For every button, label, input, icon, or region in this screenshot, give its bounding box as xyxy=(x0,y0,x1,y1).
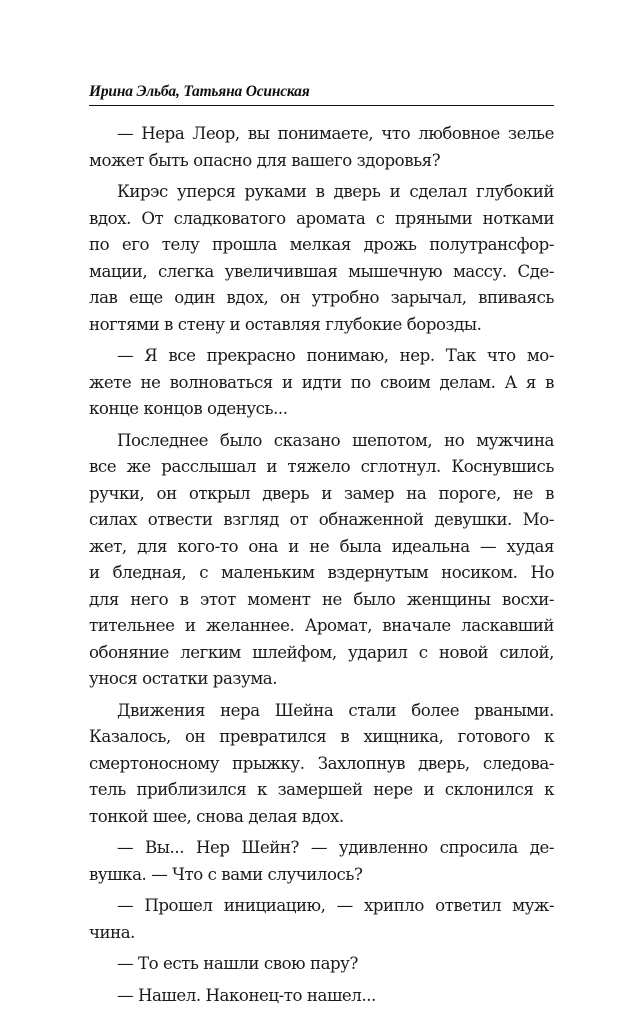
text-line: — То есть нашли свою пару? xyxy=(89,951,554,978)
text-line: Последнее было сказано шепотом, но мужчина xyxy=(89,428,554,455)
text-line: — Нашел. Наконец-то нашел... xyxy=(89,983,554,1009)
text-line: по его телу прошла мелкая дрожь полутрансфор- xyxy=(89,232,554,259)
text-line: лав еще один вдох, он утробно зарычал, впиваясь xyxy=(89,285,554,312)
running-head xyxy=(89,83,554,106)
body-text xyxy=(89,121,554,1009)
text-line: для него в этот момент не было женщины восхи- xyxy=(89,587,554,614)
text-line: ручки, он открыл дверь и замер на пороге, не в xyxy=(89,481,554,508)
text-line: Движения нера Шейна стали более рваными. xyxy=(89,698,554,725)
text-line: вушка. — Что с вами случилось? xyxy=(89,862,554,889)
text-line: обоняние легким шлейфом, ударил с новой силой, xyxy=(89,640,554,667)
text-line: унося остатки разума. xyxy=(89,666,554,693)
running-head-text: Ирина Эльба, Татьяна Осинская xyxy=(89,83,310,100)
text-line: конце концов оденусь... xyxy=(89,396,554,423)
text-line: — Вы... Нер Шейн? — удивленно спросила де- xyxy=(89,835,554,862)
text-line: тель приблизился к замершей нере и склонился к xyxy=(89,777,554,804)
text-line: ногтями в стену и оставляя глубокие борозды. xyxy=(89,312,554,339)
text-line: чина. xyxy=(89,920,554,947)
text-line: — Я все прекрасно понимаю, нер. Так что мо- xyxy=(89,343,554,370)
text-line: все же расслышал и тяжело сглотнул. Коснувшись xyxy=(89,454,554,481)
text-line: — Прошел инициацию, — хрипло ответил муж- xyxy=(89,893,554,920)
text-line: жет, для кого-то она и не была идеальна — худая xyxy=(89,534,554,561)
text-line: Кирэс уперся руками в дверь и сделал глубокий xyxy=(89,179,554,206)
text-line: вдох. От сладковатого аромата с пряными нотками xyxy=(89,206,554,233)
text-line: и бледная, с маленьким вздернутым носиком. Но xyxy=(89,560,554,587)
text-line: может быть опасно для вашего здоровья? xyxy=(89,148,554,175)
text-line: силах отвести взгляд от обнаженной девушки. Мо- xyxy=(89,507,554,534)
text-line: Казалось, он превратился в хищника, готового к xyxy=(89,724,554,751)
text-line: смертоносному прыжку. Захлопнув дверь, следова- xyxy=(89,751,554,778)
text-line: — Нера Леор, вы понимаете, что любовное зелье xyxy=(89,121,554,148)
text-line: мации, слегка увеличившая мышечную массу. Сде- xyxy=(89,259,554,286)
text-line: жете не волноваться и идти по своим делам. А я в xyxy=(89,370,554,397)
text-line: тонкой шее, снова делая вдох. xyxy=(89,804,554,831)
text-line: тительнее и желаннее. Аромат, вначале ласкавший xyxy=(89,613,554,640)
